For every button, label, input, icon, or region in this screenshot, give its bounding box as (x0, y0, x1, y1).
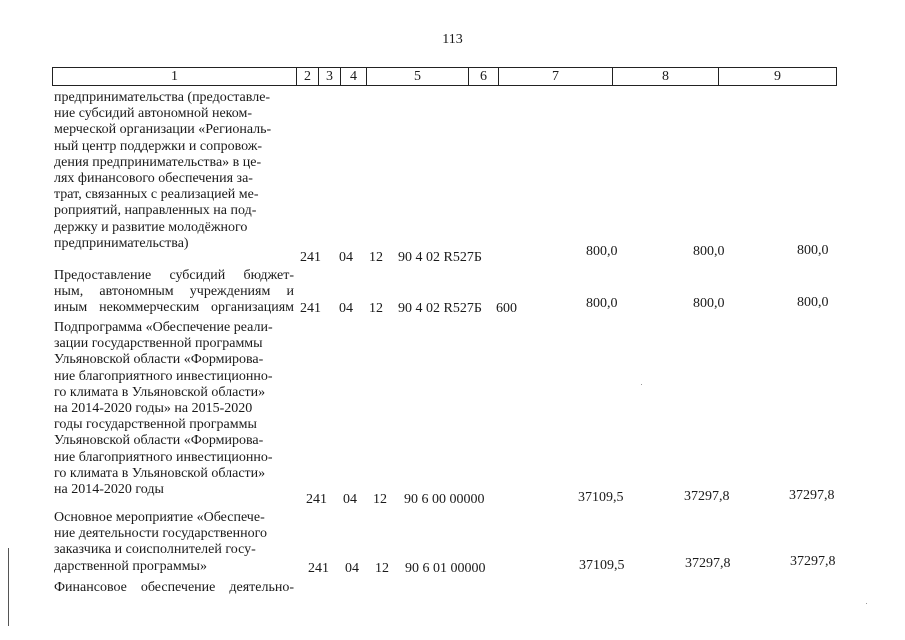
row-5-description (54, 580, 294, 596)
row-4-col-5: 90 6 01 00000 (405, 561, 486, 576)
header-col-9: 9 (774, 69, 781, 84)
row-3-desc-line: годы государственной программы (54, 417, 257, 433)
row-1-desc-line: предпринимательства) (54, 235, 189, 251)
row-3-desc-line: Ульяновской области «Формирова- (54, 433, 264, 449)
row-1-desc-line: держку и развитие молодёжного (54, 219, 248, 235)
row-1-desc-line: трат, связанных с реализацией ме- (54, 187, 259, 203)
row-3-col-4: 12 (373, 492, 387, 507)
header-col-6: 6 (469, 68, 499, 85)
row-3-col-8: 37297,8 (684, 489, 730, 504)
row-4-col-7: 37109,5 (579, 558, 625, 573)
row-1-col-4: 12 (369, 250, 383, 265)
row-3-desc-line: ние благоприятного инвестиционно- (54, 449, 273, 465)
row-4-col-3: 04 (345, 561, 359, 576)
row-1-desc-line: лях финансового обеспечения за- (54, 171, 253, 187)
page-number: 113 (442, 32, 463, 47)
header-col-2: 2 (297, 68, 319, 85)
row-1-col-9: 800,0 (797, 243, 829, 258)
row-1-col-5: 90 4 02 R527Б (398, 250, 482, 265)
row-3-col-3: 04 (343, 492, 357, 507)
row-4-col-9: 37297,8 (790, 554, 836, 569)
row-3-desc-line: зации государственной программы (54, 336, 263, 352)
row-2-col-7: 800,0 (586, 296, 618, 311)
row-3-col-2: 241 (306, 492, 327, 507)
row-3-col-5: 90 6 00 00000 (404, 492, 485, 507)
scan-speck (641, 384, 642, 385)
row-1-description (54, 90, 294, 252)
row-2-col-5: 90 4 02 R527Б (398, 301, 482, 316)
table-header-row (52, 67, 837, 86)
row-2-col-9: 800,0 (797, 295, 829, 310)
row-4-col-8: 37297,8 (685, 556, 731, 571)
row-4-desc-line: заказчика и соисполнителей госу- (54, 542, 256, 558)
row-2-col-8: 800,0 (693, 296, 725, 311)
row-2-col-3: 04 (339, 301, 353, 316)
row-4-description (54, 510, 294, 575)
header-col-4: 4 (341, 68, 367, 85)
row-1-desc-line: ние субсидий автономной неком- (54, 106, 253, 122)
row-3-col-7: 37109,5 (578, 490, 624, 505)
row-3-desc-line: Ульяновской области «Формирова- (54, 352, 264, 368)
row-3-desc-line: Подпрограмма «Обеспечение реали- (54, 320, 273, 335)
row-3-col-9: 37297,8 (789, 488, 835, 503)
row-1-desc-line: предпринимательства (предоставле- (54, 90, 271, 105)
row-4-desc-line: ние деятельности государственного (54, 526, 268, 542)
row-5-desc-line: Финансовое обеспечение деятельно- (54, 580, 294, 595)
row-2-description (54, 268, 294, 317)
header-col-3: 3 (319, 68, 341, 85)
row-3-description (54, 320, 294, 498)
row-2-desc-line: ным, автономным учреждениям и (54, 284, 294, 300)
row-2-desc-line: Предоставление субсидий бюджет- (54, 268, 294, 283)
row-1-desc-line: дения предпринимательства» в це- (54, 154, 262, 170)
row-4-col-2: 241 (308, 561, 329, 576)
row-3-desc-line: ние благоприятного инвестиционно- (54, 368, 273, 384)
header-col-1: 1 (53, 68, 297, 85)
row-3-desc-line: на 2014-2020 годы (54, 482, 164, 498)
row-2-col-2: 241 (300, 301, 321, 316)
row-1-desc-line: роприятий, направленных на под- (54, 203, 257, 219)
row-1-desc-line: мерческой организации «Региональ- (54, 122, 272, 138)
row-1-col-3: 04 (339, 250, 353, 265)
row-1-col-2: 241 (300, 250, 321, 265)
header-col-7: 7 (499, 68, 613, 85)
row-2-desc-line: иным некоммерческим организациям (54, 300, 294, 316)
row-3-desc-line: го климата в Ульяновской области» (54, 465, 266, 481)
header-col-5: 5 (367, 68, 469, 85)
row-4-desc-line: дарственной программы» (54, 558, 207, 574)
row-1-desc-line: ный центр поддержки и сопровож- (54, 138, 263, 154)
row-3-desc-line: на 2014-2020 годы» на 2015-2020 (54, 401, 253, 417)
scan-margin-line (8, 548, 9, 626)
row-3-desc-line: го климата в Ульяновской области» (54, 384, 266, 400)
row-2-col-4: 12 (369, 301, 383, 316)
row-4-col-4: 12 (375, 561, 389, 576)
row-1-col-7: 800,0 (586, 244, 618, 259)
scan-speck (866, 603, 867, 604)
row-2-col-6: 600 (496, 301, 517, 316)
row-4-desc-line: Основное мероприятие «Обеспече- (54, 510, 265, 525)
header-col-8: 8 (613, 68, 719, 85)
row-1-col-8: 800,0 (693, 244, 725, 259)
